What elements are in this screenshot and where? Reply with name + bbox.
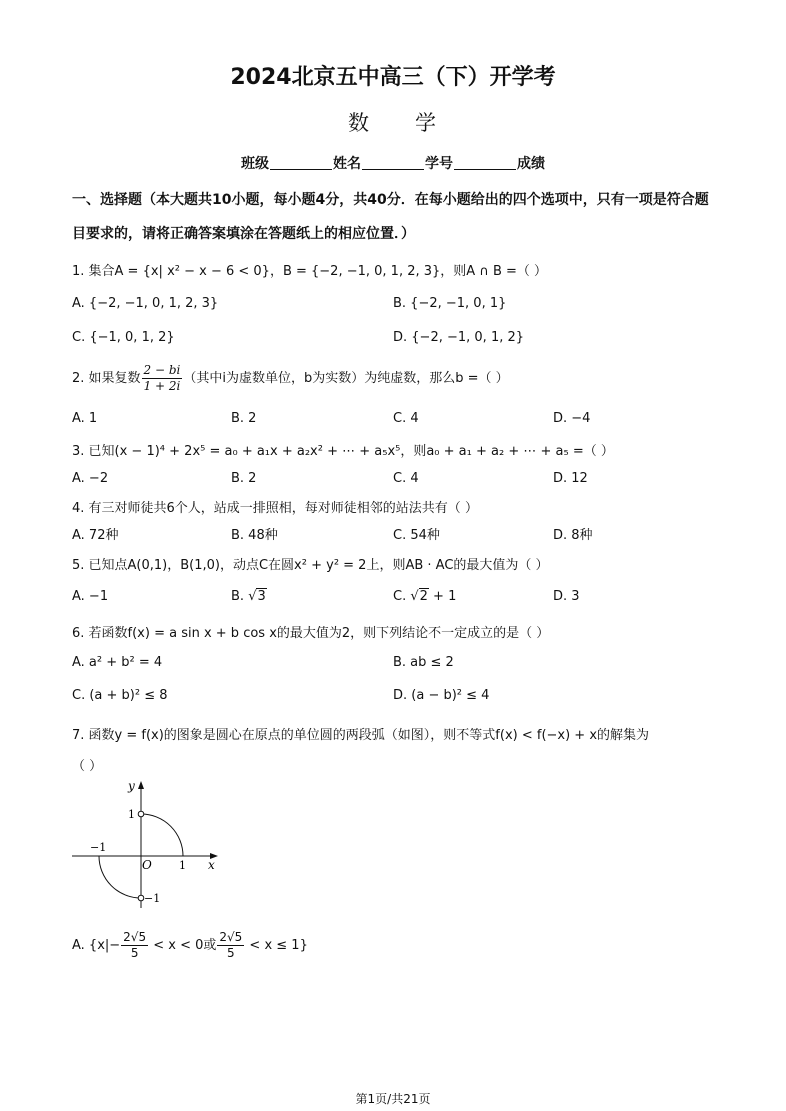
subject-char-2: 学 [415,111,438,135]
q7-fraction-2-num: 2√5 [219,930,243,944]
student-info-row [0,153,786,173]
x-axis-label: x [208,858,215,872]
q7-fraction-1-num: 2√5 [123,930,147,944]
q4-option-a[interactable]: A. 72种 [72,528,119,543]
q3-option-c[interactable]: C. 4 [393,471,419,486]
page-footer: 第1页/共21页 [355,1092,431,1106]
q2-fraction-den: 1 + 2i [143,379,181,393]
open-point-0-m1 [138,895,144,901]
q5-option-a[interactable]: A. −1 [72,589,109,604]
open-point-0-1 [138,811,144,817]
question-7-paren: （ ） [72,759,103,774]
q6-option-d[interactable]: D. (a − b)² ≤ 4 [393,688,490,703]
y-axis-arrow-icon [138,781,144,789]
origin-label: O [142,858,152,872]
q7-option-a-mid: < x < 0或 [149,938,217,953]
name-label: 姓名 [333,156,361,172]
q7-option-a-pre: A. {x|− [72,938,121,953]
q4-option-b[interactable]: B. 48种 [231,528,278,543]
q5-option-d[interactable]: D. 3 [553,589,580,604]
q2-stem-post: （其中i为虚数单位，b为实数）为纯虚数，那么b =（ ） [183,371,509,386]
tick-label-y-m1: −1 [144,892,161,905]
q4-option-d[interactable]: D. 8种 [553,528,593,543]
question-2-stem [72,363,509,394]
q6-option-a[interactable]: A. a² + b² = 4 [72,655,163,670]
exam-title: 2024北京五中高三（下）开学考 [230,65,556,90]
q3-option-a[interactable]: A. −2 [72,471,109,486]
y-axis-label: y [128,779,135,793]
q2-stem-pre: 2. 如果复数 [72,371,141,386]
q1-option-c[interactable]: C. {−1, 0, 1, 2} [72,330,175,345]
score-label: 成绩 [517,156,545,172]
question-5-stem: 5. 已知点A(0,1)，B(1,0)，动点C在圆x² + y² = 2上，则AB · AC的最大值为（ ） [72,558,549,573]
id-blank[interactable] [454,155,516,170]
q4-option-c[interactable]: C. 54种 [393,528,440,543]
q5-option-c-label: C. [393,589,411,604]
q5-option-b-radicand: 3 [257,589,266,604]
subject-heading [0,107,786,137]
id-label: 学号 [425,156,453,172]
q6-option-c[interactable]: C. (a + b)² ≤ 8 [72,688,168,703]
q5-option-c-radicand: 2 [419,589,428,604]
tick-label-x-m1: −1 [90,841,107,854]
unit-circle-arcs-figure [66,776,226,916]
sqrt-icon: √ [248,589,257,604]
q5-option-c[interactable] [393,589,456,604]
q2-option-d[interactable]: D. −4 [553,411,591,426]
tick-label-x-1: 1 [179,859,186,872]
q1-option-b[interactable]: B. {−2, −1, 0, 1} [393,296,507,311]
name-blank[interactable] [362,155,424,170]
q5-option-b-label: B. [231,589,249,604]
subject-char-1: 数 [348,111,371,135]
q2-option-c[interactable]: C. 4 [393,411,419,426]
sqrt-icon: √ [410,589,419,604]
q7-option-a-post: < x ≤ 1} [245,938,308,953]
q7-fraction-2 [217,930,244,961]
q2-option-b[interactable]: B. 2 [231,411,257,426]
q3-option-b[interactable]: B. 2 [231,471,257,486]
q7-fraction-1-den: 5 [130,946,139,960]
class-blank[interactable] [270,155,332,170]
q2-fraction [142,363,183,394]
question-1-stem: 1. 集合A = {x| x² − x − 6 < 0}，B = {−2, −1, 0, 1, 2, 3}，则A ∩ B =（ ） [72,264,548,279]
q1-option-d[interactable]: D. {−2, −1, 0, 1, 2} [393,330,525,345]
q7-option-a[interactable] [72,930,308,961]
tick-label-y-1: 1 [128,808,135,821]
q7-fraction-2-den: 5 [227,946,235,960]
question-6-stem: 6. 若函数f(x) = a sin x + b cos x的最大值为2，则下列结论不一定成立的是（ ） [72,626,550,641]
class-label: 班级 [241,156,269,172]
question-4-stem: 4. 有三对师徒共6个人，站成一排照相，每对师徒相邻的站法共有（ ） [72,501,478,516]
q2-fraction-num: 2 − bi [143,363,181,377]
q6-option-b[interactable]: B. ab ≤ 2 [393,655,454,670]
section-instructions: 一、选择题（本大题共10小题，每小题4分，共40分．在每小题给出的四个选项中，只有一项是符合题目要求的，请将正确答案填涂在答题纸上的相应位置．） [72,192,709,242]
question-7-stem: 7. 函数y = f(x)的图象是圆心在原点的单位圆的两段弧（如图），则不等式f(x) < f(−x) + x的解集为 [72,728,650,743]
q5-option-b[interactable] [231,589,267,604]
q7-fraction-1 [121,930,148,961]
q5-option-c-tail: + 1 [428,589,457,604]
q2-option-a[interactable]: A. 1 [72,411,98,426]
q3-option-d[interactable]: D. 12 [553,471,588,486]
arc-lower-left [99,856,141,898]
question-3-stem: 3. 已知(x − 1)⁴ + 2x⁵ = a₀ + a₁x + a₂x² + ⋯ + a₅x⁵，则a₀ + a₁ + a₂ + ⋯ + a₅ =（ ） [72,444,614,459]
arc-upper-right [141,814,183,856]
q1-option-a[interactable]: A. {−2, −1, 0, 1, 2, 3} [72,296,219,311]
